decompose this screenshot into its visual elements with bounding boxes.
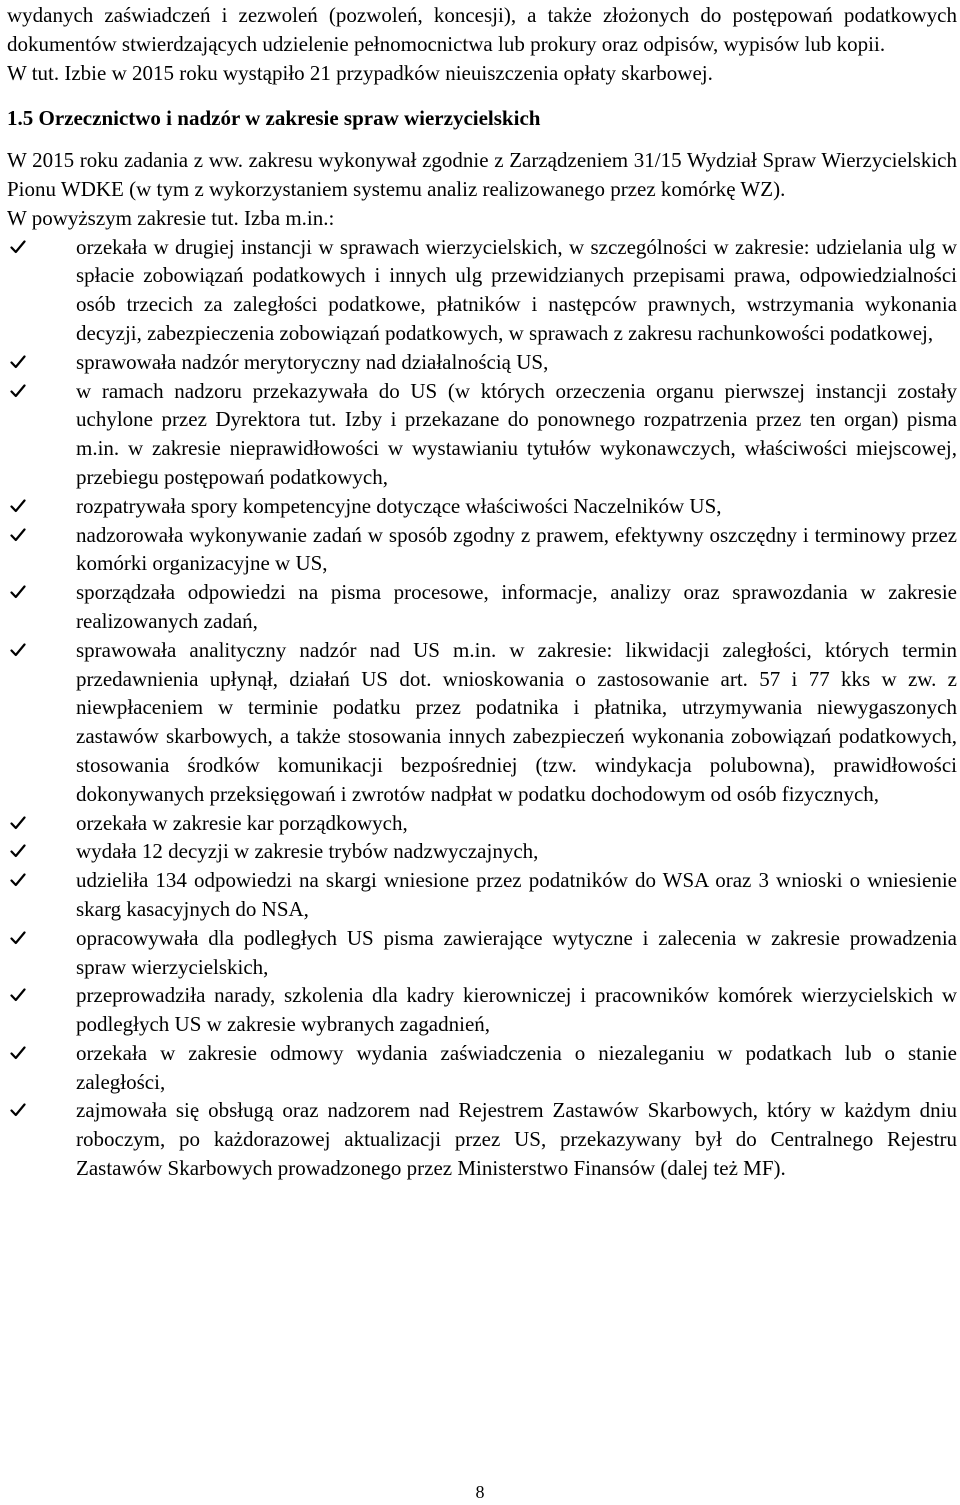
checklist-item-text: rozpatrywała spory kompetencyjne dotyczące właściwości Naczelników US,: [76, 493, 722, 518]
checklist-item-text: przeprowadziła narady, szkolenia dla kadry kierowniczej i pracowników komórek wierzycielskich w podległych US w zakresie wybranych zagadnień,: [76, 983, 957, 1037]
section-heading: 1.5 Orzecznictwo i nadzór w zakresie spraw wierzycielskich: [7, 106, 541, 131]
checklist-item: [7, 521, 957, 579]
intro-paragraph: wydanych zaświadczeń i zezwoleń (pozwoleń, koncesji), a także złożonych do postępowań podatkowych dokumentów stwierdzających udzielenie pełnomocnictwa lub prokury oraz odpisów, wypisów lub kopii.: [7, 3, 957, 56]
checklist-item-text: udzieliła 134 odpowiedzi na skargi wniesione przez podatników do WSA oraz 3 wnioski o wniesienie skarg kasacyjnych do NSA,: [76, 868, 957, 921]
checklist-item-text: sporządzała odpowiedzi na pisma procesowe, informacje, analizy oraz sprawozdania w zakresie realizowanych zadań,: [76, 580, 957, 633]
checklist-item: [7, 377, 957, 492]
checklist-item: [7, 981, 957, 1039]
checklist-item-text: wydała 12 decyzji w zakresie trybów nadzwyczajnych,: [76, 839, 539, 864]
checklist-item: [7, 636, 957, 809]
checklist-item: [7, 924, 957, 982]
checklist-item-text: sprawowała nadzór merytoryczny nad działalnością US,: [76, 349, 549, 374]
section-intro-paragraph: W 2015 roku zadania z ww. zakresu wykonywał zgodnie z Zarządzeniem 31/15 Wydział Spraw Wierzycielskich Pionu WDKE (w tym z wykorzystaniem systemu analiz realizowanego przez komórkę WZ).: [7, 148, 957, 201]
checklist-item-text: nadzorowała wykonywanie zadań w sposób zgodny z prawem, efektywny oszczędny i terminowy przez komórki organizacyjne w US,: [76, 522, 957, 576]
checkmark-icon: [7, 1039, 29, 1067]
checkmark-icon: [7, 492, 29, 520]
checkmark-icon: [7, 348, 29, 376]
checkmark-icon: [7, 981, 29, 1009]
checklist-item-text: orzekała w zakresie odmowy wydania zaświadczenia o niezaleganiu w podatkach lub o stanie zaległości,: [76, 1040, 957, 1094]
checklist-item: [7, 1096, 957, 1182]
checkmark-icon: [7, 924, 29, 952]
checklist-item: [7, 809, 957, 838]
checkmark-icon: [7, 1096, 29, 1124]
checklist: [7, 233, 957, 1183]
checklist-item-text: sprawowała analityczny nadzór nad US m.in. w zakresie: likwidacji zaległości, których termin przedawnienia upłynął, działań US dot. wnioskowania o zastosowanie art. 57 i 77 kks w zw. z niewpłaceniem w terminie podatku przez podatnika i płatnika, utrzymywania niewygaszonych zastawów skarbowych, a także stosowania innych zabezpieczeń wykonania zobowiązań podatkowych, stosowania środków komunikacji bezpośredniej (tzw. windykacja polubowna), prawidłowości dokonywanych przeksięgowań i zwrotów nadpłat w podatku dochodowym od osób fizycznych,: [76, 637, 957, 806]
checkmark-icon: [7, 866, 29, 894]
list-lead-paragraph: W powyższym zakresie tut. Izba m.in.:: [7, 205, 335, 230]
checklist-item: [7, 837, 957, 866]
checklist-item-text: orzekała w drugiej instancji w sprawach wierzycielskich, w szczególności w zakresie: udzielania ulg w spłacie zobowiązań podatkowych i innych ulg przewidzianych przepisami prawa, odpowiedzialności osób trzecich za zaległości podatkowe, płatników i następców prawnych, wstrzymania wykonania decyzji, zabezpieczenia zobowiązań podatkowych, w sprawach z zakresu rachunkowości podatkowej,: [76, 234, 957, 345]
checkmark-icon: [7, 233, 29, 261]
checkmark-icon: [7, 377, 29, 405]
document-page: [7, 1, 957, 1183]
checkmark-icon: [7, 809, 29, 837]
checklist-item-text: w ramach nadzoru przekazywała do US (w których orzeczenia organu pierwszej instancji zostały uchylone przez Dyrektora tut. Izby i przekazane do ponownego rozpatrzenia przez ten organ) pisma m.in. w zakresie nieprawidłowości w wystawianiu tytułów wykonawczych, właściwości miejscowej, przebiegu postępowań podatkowych,: [76, 378, 957, 489]
page-number: 8: [475, 1482, 485, 1502]
checklist-item: [7, 348, 957, 377]
checklist-item: [7, 233, 957, 348]
checklist-item: [7, 578, 957, 636]
checklist-item-text: zajmowała się obsługą oraz nadzorem nad Rejestrem Zastawów Skarbowych, który w każdym dniu roboczym, po każdorazowej aktualizacji przez US, przekazywany był do Centralnego Rejestru Zastawów Skarbowych prowadzonego przez Ministerstwo Finansów (dalej też MF).: [76, 1098, 957, 1181]
checkmark-icon: [7, 837, 29, 865]
checklist-item-text: orzekała w zakresie kar porządkowych,: [76, 810, 408, 835]
checklist-item: [7, 492, 957, 521]
checkmark-icon: [7, 578, 29, 606]
checklist-item-text: opracowywała dla podległych US pisma zawierające wytyczne i zalecenia w zakresie prowadzenia spraw wierzycielskich,: [76, 925, 957, 979]
fee-paragraph: W tut. Izbie w 2015 roku wystąpiło 21 przypadków nieuiszczenia opłaty skarbowej.: [7, 60, 713, 85]
checkmark-icon: [7, 636, 29, 664]
checklist-item: [7, 1039, 957, 1097]
checkmark-icon: [7, 521, 29, 549]
checklist-item: [7, 866, 957, 924]
